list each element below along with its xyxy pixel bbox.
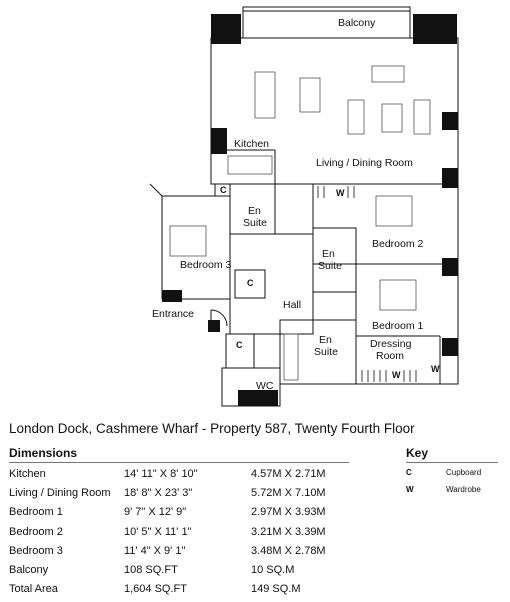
key-item (406, 485, 506, 502)
dimensions-table (9, 468, 369, 602)
key-item (406, 468, 506, 485)
bed-2 (376, 196, 412, 226)
label-hall: Hall (283, 299, 302, 311)
dining-table (300, 78, 320, 112)
key-heading: Key (406, 446, 429, 460)
dimensions-heading: Dimensions (9, 446, 78, 460)
label-ensuite-middle-2: Suite (318, 260, 342, 272)
dimension-row (9, 468, 369, 487)
label-wardrobe-1: W (336, 188, 345, 198)
dimension-row (9, 487, 369, 506)
dimension-imperial: 1,604 SQ.FT (124, 583, 187, 596)
dimension-metric: 10 SQ.M (251, 563, 295, 576)
label-wc: WC (256, 380, 274, 392)
dimension-metric: 149 SQ.M (251, 583, 301, 596)
dimension-imperial: 11' 4" X 9' 1" (124, 544, 186, 557)
bed-1 (380, 280, 416, 310)
dimension-metric: 3.48M X 2.78M (251, 544, 326, 557)
dimension-row (9, 545, 369, 564)
label-wardrobe-3: W (431, 364, 440, 374)
label-bedroom1: Bedroom 1 (372, 320, 424, 332)
key-code: C (406, 468, 412, 477)
sofa-right (414, 100, 430, 134)
dimension-room: Bedroom 3 (9, 544, 63, 557)
label-bedroom2: Bedroom 2 (372, 238, 424, 250)
label-ensuite-middle-1: En (322, 248, 335, 260)
label-bedroom3: Bedroom 3 (180, 259, 232, 271)
dimension-room: Balcony (9, 563, 49, 576)
label-wardrobe-2: W (392, 370, 401, 380)
label-entrance: Entrance (152, 308, 195, 320)
dimensions-divider (9, 462, 349, 463)
key-code: W (406, 485, 414, 494)
key-label: Cupboard (446, 468, 482, 477)
label-cupboard-2: C (247, 278, 254, 288)
label-dressing-2: Room (376, 350, 405, 362)
label-cupboard-3: C (236, 340, 243, 350)
dimension-imperial: 18' 8" X 23' 3" (124, 487, 193, 500)
dimension-row (9, 506, 369, 525)
label-kitchen: Kitchen (234, 138, 270, 150)
key-legend (406, 468, 506, 502)
label-ensuite-lower-2: Suite (314, 346, 338, 358)
dimension-imperial: 108 SQ.FT (124, 563, 178, 576)
dimension-metric: 3.21M X 3.39M (251, 525, 326, 538)
label-ensuite-upper-2: Suite (243, 217, 267, 229)
dimension-metric: 2.97M X 3.93M (251, 506, 326, 519)
bedroom3-outline (162, 196, 230, 299)
dimension-imperial: 9' 7" X 12' 9" (124, 506, 187, 519)
dimension-row (9, 583, 369, 602)
dimension-room: Bedroom 1 (9, 506, 63, 519)
dimension-metric: 5.72M X 7.10M (251, 487, 326, 500)
label-ensuite-lower-1: En (319, 334, 332, 346)
dimension-row (9, 564, 369, 583)
dimension-metric: 4.57M X 2.71M (251, 468, 326, 480)
kitchen-counter (228, 156, 272, 174)
key-label: Wardrobe (446, 485, 481, 494)
coffee-table (382, 104, 402, 132)
label-living: Living / Dining Room (316, 157, 413, 169)
property-title: London Dock, Cashmere Wharf - Property 587, Twenty Fourth Floor (9, 421, 415, 436)
kitchen-island (255, 72, 275, 118)
label-cupboard-1: C (220, 185, 227, 195)
label-balcony: Balcony (338, 17, 376, 29)
bed-3 (170, 226, 206, 256)
sofa-top (372, 66, 404, 82)
dimension-row (9, 526, 369, 545)
sofa-left (348, 100, 364, 134)
dimension-imperial: 10' 5" X 11' 1" (124, 525, 192, 538)
hall-area (230, 234, 313, 334)
label-ensuite-upper-1: En (248, 205, 261, 217)
label-dressing-1: Dressing (370, 338, 412, 350)
balcony-area (243, 7, 410, 38)
dimension-room: Living / Dining Room (9, 487, 111, 500)
key-divider (406, 462, 498, 463)
dimension-imperial: 14' 11" X 8' 10" (124, 468, 198, 480)
dimension-room: Kitchen (9, 468, 46, 480)
dimension-room: Total Area (9, 583, 58, 596)
dimension-room: Bedroom 2 (9, 525, 63, 538)
bathtub (284, 334, 298, 380)
